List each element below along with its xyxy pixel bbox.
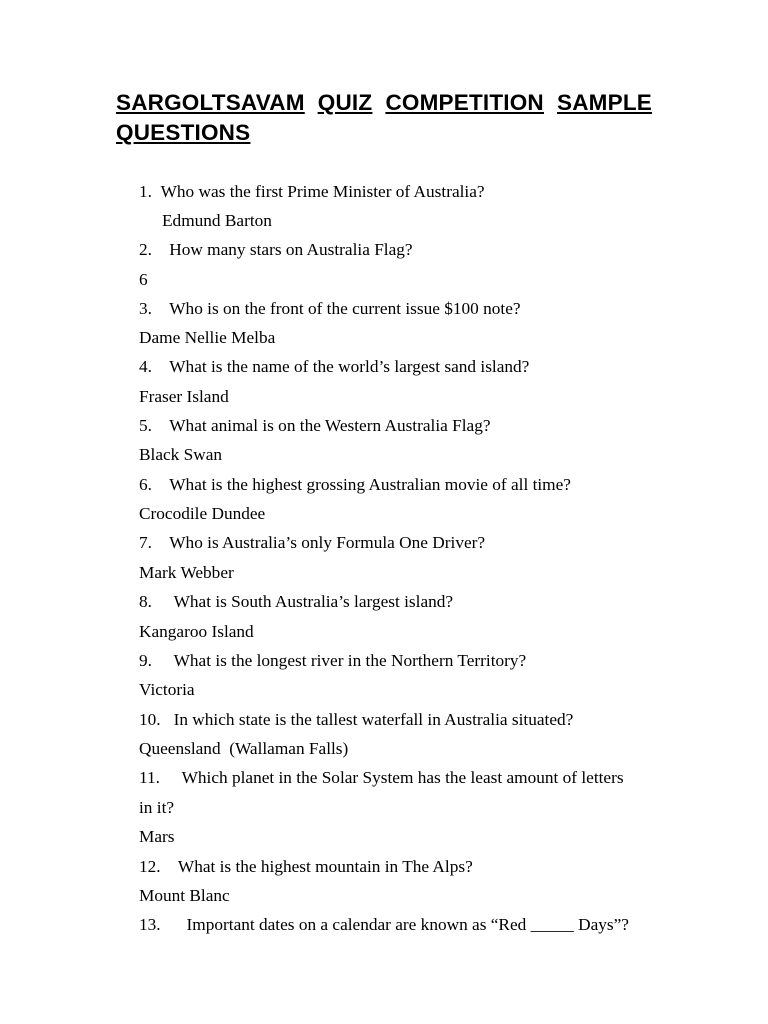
question-12	[139, 856, 473, 878]
question-7	[139, 532, 485, 554]
question-3	[139, 298, 521, 320]
question-text: Who is on the front of the current issue $100 note?	[169, 299, 521, 318]
question-number: 8.	[139, 592, 152, 611]
question-number: 6.	[139, 475, 152, 494]
question-text: Important dates on a calendar are known as “Red _____ Days”?	[186, 915, 629, 934]
question-8	[139, 591, 453, 613]
answer-5: Black Swan	[139, 445, 223, 464]
question-text: What is the name of the world’s largest sand island?	[169, 357, 530, 376]
question-text: What is the highest mountain in The Alps?	[177, 857, 473, 876]
question-1	[139, 181, 485, 203]
answer-8: Kangaroo Island	[139, 622, 254, 641]
question-13	[139, 914, 629, 936]
question-11	[139, 767, 624, 789]
question-text: What is South Australia’s largest island?	[173, 592, 454, 611]
question-number: 13.	[139, 915, 161, 934]
question-number: 7.	[139, 533, 152, 552]
answer-3: Dame Nellie Melba	[139, 328, 276, 347]
question-text: What is the highest grossing Australian movie of all time?	[169, 475, 571, 494]
answer-6: Crocodile Dundee	[139, 504, 266, 523]
answer-1: Edmund Barton	[162, 211, 272, 230]
title-word: COMPETITION	[385, 90, 544, 115]
answer-7: Mark Webber	[139, 563, 234, 582]
question-number: 5.	[139, 416, 152, 435]
question-text: Which planet in the Solar System has the least amount of letters	[181, 768, 624, 787]
answer-4: Fraser Island	[139, 387, 229, 406]
question-text: Who is Australia’s only Formula One Driver?	[169, 533, 486, 552]
question-4	[139, 356, 529, 378]
question-number: 4.	[139, 357, 152, 376]
document-title	[116, 88, 652, 148]
question-number: 11.	[139, 768, 160, 787]
question-9	[139, 650, 526, 672]
question-11-continued: in it?	[139, 798, 175, 817]
question-text: In which state is the tallest waterfall in Australia situated?	[173, 710, 574, 729]
question-5	[139, 415, 491, 437]
answer-12: Mount Blanc	[139, 886, 230, 905]
question-number: 10.	[139, 710, 161, 729]
question-number: 12.	[139, 857, 161, 876]
question-number: 2.	[139, 240, 152, 259]
question-number: 3.	[139, 299, 152, 318]
answer-9: Victoria	[139, 680, 195, 699]
question-2	[139, 239, 413, 261]
question-number: 1.	[139, 182, 152, 201]
title-word: SARGOLTSAVAM	[116, 90, 305, 115]
question-6	[139, 474, 571, 496]
question-text: What is the longest river in the Northern Territory?	[173, 651, 527, 670]
answer-11: Mars	[139, 827, 175, 846]
title-word: QUESTIONS	[116, 120, 251, 145]
question-text: What animal is on the Western Australia Flag?	[169, 416, 491, 435]
answer-2: 6	[139, 270, 148, 289]
title-word: QUIZ	[317, 90, 373, 115]
answer-10: Queensland (Wallaman Falls)	[139, 739, 349, 758]
question-number: 9.	[139, 651, 152, 670]
title-line-2	[116, 118, 652, 148]
question-text: How many stars on Australia Flag?	[169, 240, 413, 259]
title-word: SAMPLE	[557, 90, 652, 115]
question-text: Who was the first Prime Minister of Australia?	[160, 182, 485, 201]
title-line-1	[116, 88, 652, 118]
question-10	[139, 709, 573, 731]
